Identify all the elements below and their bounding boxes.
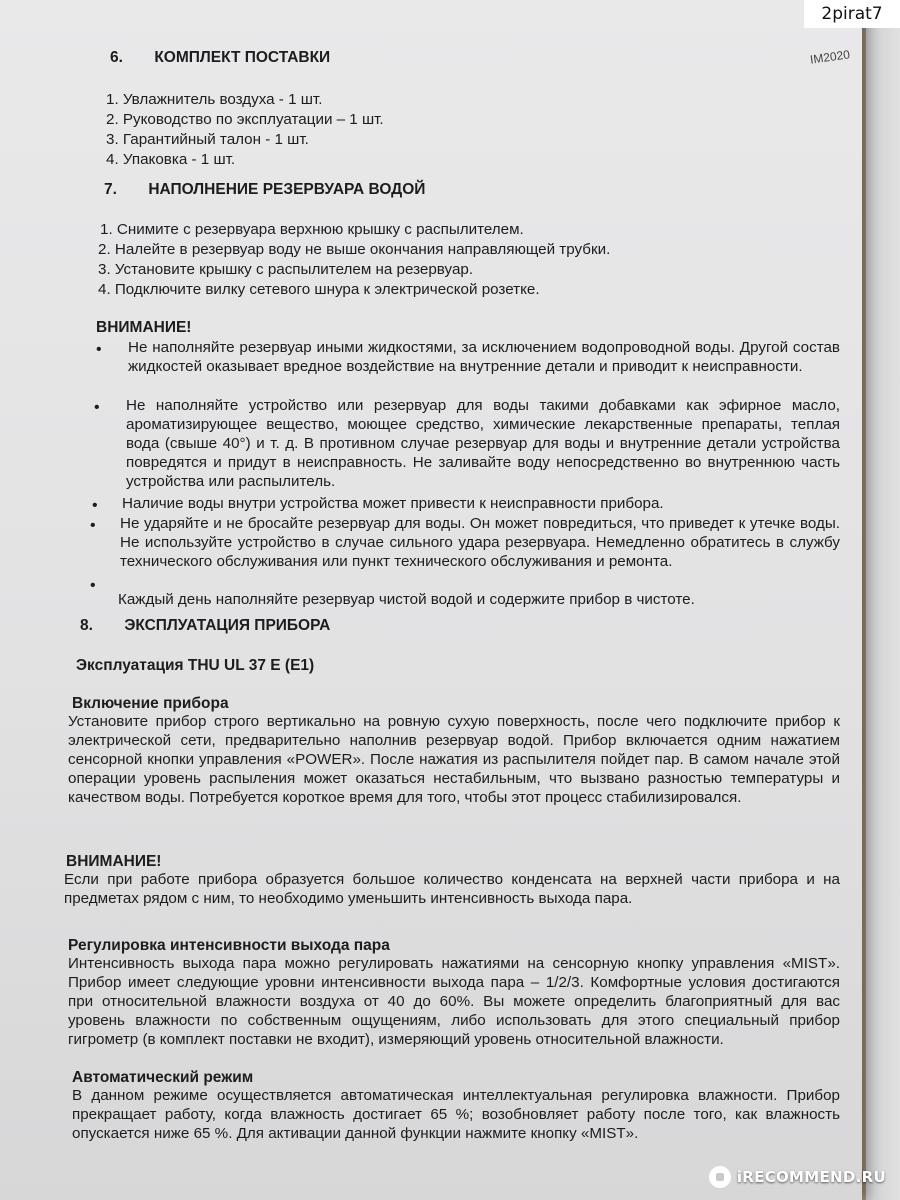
section8-warning-text: Если при работе прибора образуется большое количество конденсата на верхней части прибора и на предметах рядом с ним, то необходимо уменьшить интенсивность выхода пара.	[64, 871, 840, 907]
section8-subtitle: Эксплуатация THU UL 37 E (E1)	[76, 657, 315, 674]
section7-item: 4. Подключите вилку сетевого шнура к электрической розетке.	[98, 281, 540, 298]
bullet-dot: •	[96, 341, 102, 358]
auto-text: В данном режиме осуществляется автоматическая интеллектуальная регулировка влажности. Прибор прекращает работу, когда влажность достигает 65 %; возобновляет работу после того, как влажность опускается ниже 65 %. Для активации данной функции нажмите кнопку «MIST».	[72, 1087, 840, 1142]
bullet-dot: •	[90, 517, 96, 534]
section7-item: 3. Установите крышку с распылителем на резервуар.	[98, 261, 474, 278]
section8-warning-title: ВНИМАНИЕ!	[66, 853, 162, 870]
section6-heading	[110, 48, 330, 67]
section7-heading	[104, 180, 425, 199]
model-code: IM2020	[809, 47, 851, 67]
section6-number: 6.	[110, 49, 123, 66]
irecommend-logo-icon	[709, 1166, 731, 1188]
watermark-username: 2pirat7	[804, 0, 900, 28]
watermark-site	[709, 1166, 886, 1188]
warning-bullet-text: Наличие воды внутри устройства может привести к неисправности прибора.	[122, 495, 664, 512]
warning-bullet-text: Не ударяйте и не бросайте резервуар для воды. Он может повредиться, что приведет к утечке воды. Не используйте устройство в случае сильного удара резервуара. Немедленно обратитесь в службу технического обслуживания или пункт технического обслуживания и ремонта.	[120, 515, 840, 570]
section6-item: 1. Увлажнитель воздуха - 1 шт.	[106, 91, 323, 108]
section7-item: 2. Налейте в резервуар воду не выше окончания направляющей трубки.	[98, 241, 611, 258]
mist-text: Интенсивность выхода пара можно регулировать нажатиями на сенсорную кнопку управления «MIST». Прибор имеет следующие уровни интенсивности выхода пара – 1/2/3. Комфортные условия достигаются при относительной влажности воздуха от 40 до 60%. Вы можете определить благоприятный для вас уровень влажности по собственным ощущениям, либо использовать для этого специальный прибор гигрометр (в комплект поставки не входит), измеряющий уровень относительной влажности.	[68, 955, 840, 1048]
section7-item: 1. Снимите с резервуара верхнюю крышку с распылителем.	[100, 221, 524, 238]
section8-title: ЭКСПЛУАТАЦИЯ ПРИБОРА	[124, 617, 331, 634]
section6-title: КОМПЛЕКТ ПОСТАВКИ	[154, 49, 331, 66]
power-text: Установите прибор строго вертикально на ровную сухую поверхность, после чего подключите прибор к электрической сети, предварительно наполнив резервуар водой. Прибор включается одним нажатием сенсорной кнопки управления «POWER». После нажатия из распылителя пойдет пар. В самом начале этой операции уровень распыления может оказаться нестабильным, что вызвано разностью температуры и качеством воды. Потребуется короткое время для того, чтобы этот процесс стабилизировался.	[68, 713, 840, 806]
section8-heading	[80, 616, 330, 635]
section6-item: 4. Упаковка - 1 шт.	[106, 151, 236, 168]
mist-title: Регулировка интенсивности выхода пара	[68, 937, 390, 954]
section7-warning-title: ВНИМАНИЕ!	[96, 319, 192, 336]
section6-item: 2. Руководство по эксплуатации – 1 шт.	[106, 111, 384, 128]
adjacent-page-edge	[866, 0, 900, 1200]
section7-number: 7.	[104, 181, 117, 198]
bullet-dot: •	[94, 399, 100, 416]
section8-number: 8.	[80, 617, 93, 634]
warning-bullet-text: Не наполняйте резервуар иными жидкостями, за исключением водопроводной воды. Другой состав жидкостей оказывает вредное воздействие на внутренние детали и приводит к неисправности.	[128, 339, 840, 375]
section7-title: НАПОЛНЕНИЕ РЕЗЕРВУАРА ВОДОЙ	[148, 181, 426, 198]
bullet-dot: •	[92, 497, 98, 514]
power-title: Включение прибора	[72, 695, 229, 712]
watermark-site-text: iRECOMMEND.RU	[736, 1168, 886, 1186]
warning-bullet-text: Каждый день наполняйте резервуар чистой водой и содержите прибор в чистоте.	[118, 591, 695, 608]
section6-item: 3. Гарантийный талон - 1 шт.	[106, 131, 309, 148]
warning-bullet-text: Не наполняйте устройство или резервуар для воды такими добавками как эфирное масло, ароматизирующее вещество, моющее средство, химические лекарственные препараты, теплая вода (свыше 40°) и т. д. В противном случае резервуар для воды и внутренние детали устройства повредятся и придут в неисправность. Не заливайте воду непосредственно во внутреннюю часть устройства или распылитель.	[126, 397, 840, 490]
bullet-dot: •	[90, 577, 96, 594]
auto-title: Автоматический режим	[72, 1069, 254, 1086]
